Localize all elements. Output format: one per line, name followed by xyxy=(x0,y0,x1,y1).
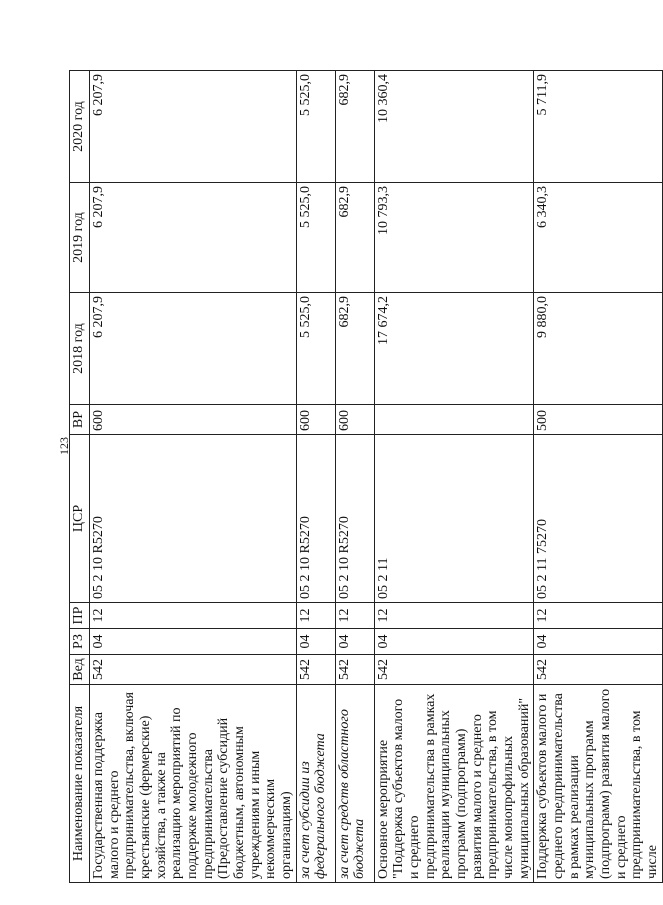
row-2018: 5 525,0 xyxy=(296,293,335,405)
table-row xyxy=(296,71,335,883)
row-2018: 6 207,9 xyxy=(90,293,297,405)
row-2020: 5 525,0 xyxy=(296,71,335,183)
row-2020: 6 207,9 xyxy=(90,71,297,183)
header-2019: 2019 год xyxy=(70,183,90,293)
header-csr: ЦСР xyxy=(70,435,90,603)
row-2020: 682,9 xyxy=(335,71,374,183)
header-rz: РЗ xyxy=(70,629,90,655)
row-pr: 12 xyxy=(335,603,374,629)
row-ved: 542 xyxy=(534,655,662,685)
row-name: Государственная поддержка малого и среднего предпринимательства, включая крестьянские (фермерские) хозяйства, а также на реализацию мероприятий по поддержке молодежного предпринимательства (Предоставление субсидий бюджетным, автономным учреждениям и иным некоммерческим организациям) xyxy=(90,685,297,883)
row-2018: 9 880,0 xyxy=(534,293,662,405)
row-csr: 05 2 11 xyxy=(374,435,534,603)
row-ved: 542 xyxy=(90,655,297,685)
row-vr: 500 xyxy=(534,405,662,435)
row-2019: 10 793,3 xyxy=(374,183,534,293)
row-rz: 04 xyxy=(374,629,534,655)
table-row xyxy=(374,71,534,883)
table-row xyxy=(90,71,297,883)
row-2020: 5 711,9 xyxy=(534,71,662,183)
header-name: Наименование показателя xyxy=(70,685,90,883)
row-rz: 04 xyxy=(296,629,335,655)
row-2019: 6 207,9 xyxy=(90,183,297,293)
page-number: 123 xyxy=(57,437,71,455)
row-2019: 5 525,0 xyxy=(296,183,335,293)
row-pr: 12 xyxy=(296,603,335,629)
row-name: Основное мероприятие "Поддержка субъектов малого и среднего предпринимательства в рамках реализации муниципальных программ (подпрограмм) развития малого и среднего предпринимательства, в том числе монопрофильных муниципальных образований" xyxy=(374,685,534,883)
row-csr: 05 2 10 R5270 xyxy=(335,435,374,603)
row-vr: 600 xyxy=(90,405,297,435)
row-rz: 04 xyxy=(534,629,662,655)
row-vr: 600 xyxy=(296,405,335,435)
rotated-page xyxy=(69,71,661,883)
row-2020: 10 360,4 xyxy=(374,71,534,183)
table-row xyxy=(534,71,662,883)
row-name: за счет средств областного бюджета xyxy=(335,685,374,883)
row-name: Поддержка субъектов малого и среднего предпринимательства в рамках реализации муниципальных программ (подпрограмм) развития малого и среднего предпринимательства, в том числе xyxy=(534,685,662,883)
row-pr: 12 xyxy=(534,603,662,629)
header-2018: 2018 год xyxy=(70,293,90,405)
row-csr: 05 2 11 75270 xyxy=(534,435,662,603)
row-2018: 17 674,2 xyxy=(374,293,534,405)
header-2020: 2020 год xyxy=(70,71,90,183)
row-csr: 05 2 10 R5270 xyxy=(90,435,297,603)
header-ved: Вед xyxy=(70,655,90,685)
row-rz: 04 xyxy=(90,629,297,655)
budget-table xyxy=(69,70,663,883)
header-vr: ВР xyxy=(70,405,90,435)
header-pr: ПР xyxy=(70,603,90,629)
row-2019: 682,9 xyxy=(335,183,374,293)
row-pr: 12 xyxy=(90,603,297,629)
row-ved: 542 xyxy=(335,655,374,685)
row-rz: 04 xyxy=(335,629,374,655)
row-name: за счет субсидии из федерального бюджета xyxy=(296,685,335,883)
row-2018: 682,9 xyxy=(335,293,374,405)
row-ved: 542 xyxy=(374,655,534,685)
row-pr: 12 xyxy=(374,603,534,629)
table-row xyxy=(335,71,374,883)
row-ved: 542 xyxy=(296,655,335,685)
row-2019: 6 340,3 xyxy=(534,183,662,293)
row-csr: 05 2 10 R5270 xyxy=(296,435,335,603)
table-header-row xyxy=(70,71,90,883)
row-vr xyxy=(374,405,534,435)
row-vr: 600 xyxy=(335,405,374,435)
